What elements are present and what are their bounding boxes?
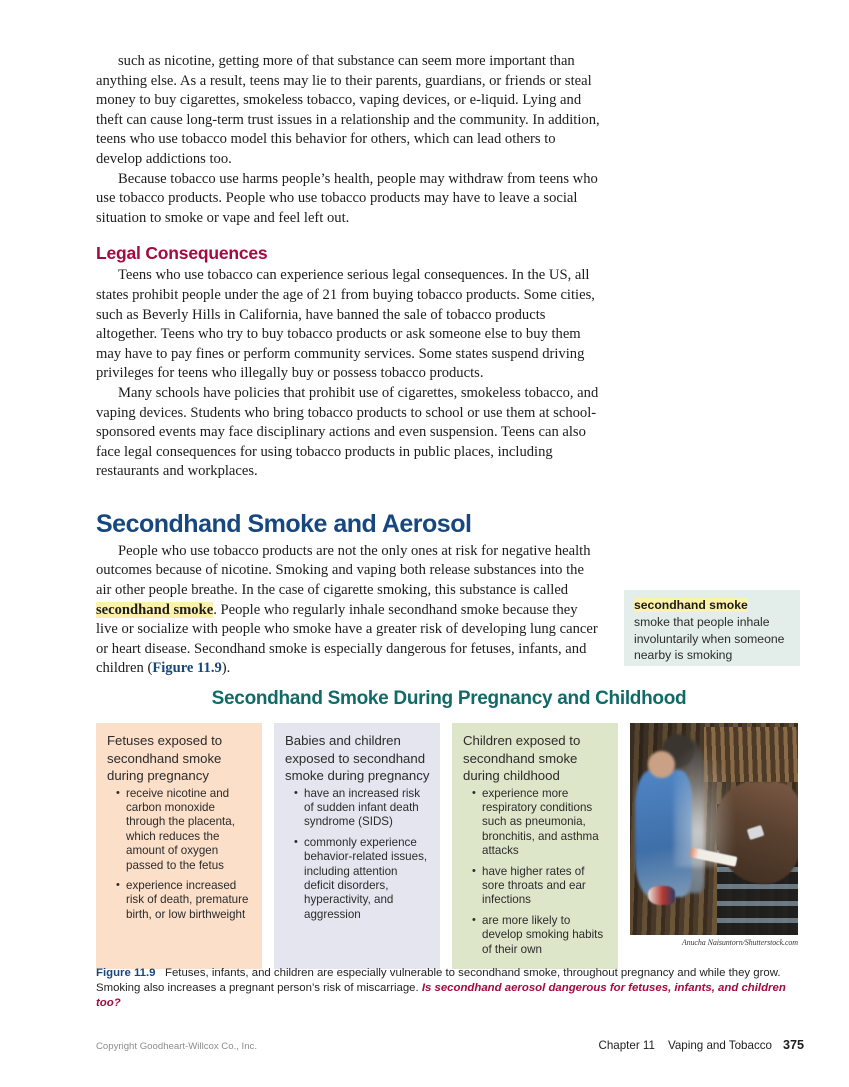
- figure-column-heading: Babies and children exposed to secondhand smoke during pregnancy: [285, 733, 430, 783]
- figure-11-9: [96, 688, 802, 969]
- list-item: • experience increased risk of death, premature birth, or low birthweight: [118, 879, 252, 922]
- figure-column-heading: Fetuses exposed to secondhand smoke during pregnancy: [107, 733, 223, 783]
- definition-term-wrap: [634, 596, 792, 614]
- figure-column-list: [463, 787, 608, 957]
- photo-adult-smoking-near-child: [630, 723, 798, 935]
- photo-child-shoe: [648, 886, 675, 905]
- page-number: 375: [782, 1038, 804, 1052]
- figure-column-heading: Children exposed to secondhand smoke during childhood: [463, 733, 581, 783]
- figure-column-list: [285, 787, 430, 923]
- copyright-notice: Copyright Goodheart-Willcox Co., Inc.: [96, 1041, 258, 1052]
- figure-column-children: [452, 723, 618, 969]
- list-item: • receive nicotine and carbon monoxide through the placenta, which reduces the amount of oxygen passed to the fetus: [118, 787, 252, 873]
- figure-reference-link[interactable]: Figure 11.9: [152, 660, 222, 677]
- footer-running-head: [598, 1038, 804, 1052]
- figure-column-list: [107, 787, 252, 923]
- photo-credit: Anucha Naisuntorn/Shutterstock.com: [681, 938, 798, 947]
- highlighted-term-secondhand-smoke: secondhand smoke: [96, 601, 214, 618]
- main-text-column: [96, 52, 602, 679]
- list-item: • commonly experience behavior-related issues, including attention deficit disorders, hyperactivity, and aggression: [296, 836, 430, 922]
- photo-smoke-plume: [674, 748, 734, 867]
- figure-caption-question: Is secondhand aerosol dangerous for fetuses, infants, and children too?: [96, 982, 786, 1010]
- paragraph-secondhand: [96, 542, 602, 679]
- paragraph-social-withdrawal: Because tobacco use harms people’s health, people may withdraw from teens who use tobacco products. People who use tobacco products may have to leave a social situation to smoke or vape and feel left out.: [96, 170, 598, 226]
- definition-text: smoke that people inhale involuntarily when someone nearby is smoking: [634, 615, 785, 662]
- figure-caption-label: Figure 11.9: [96, 967, 156, 979]
- secondhand-text-part3: ).: [221, 660, 231, 677]
- list-item: • have an increased risk of sudden infant death syndrome (SIDS): [296, 787, 430, 830]
- definition-box-secondhand-smoke: [624, 590, 800, 666]
- paragraph-legal-2: Many schools have policies that prohibit use of cigarettes, smokeless tobacco, and vaping devices. Students who bring tobacco products to school or use them at school-sponsored events may face disciplinary actions and even suspension. Teens can also face legal consequences for using tobacco products in public places, including restaurants and workplaces.: [96, 384, 599, 480]
- list-item: • are more likely to develop smoking habits of their own: [474, 914, 608, 957]
- footer-section-title: Vaping and Tobacco: [667, 1039, 772, 1052]
- figure-column-fetuses: [96, 723, 262, 969]
- figure-photo-column: [630, 723, 798, 969]
- figure-caption-text: Fetuses, infants, and children are especially vulnerable to secondhand smoke, throughout pregnancy and while they grow. Smoking also increases a pregnant person’s risk of miscarriage.: [96, 967, 781, 995]
- definition-term: secondhand smoke: [634, 598, 748, 612]
- secondhand-text-part2: . People who regularly inhale secondhand smoke because they live or socialize with people who smoke have a greater risk of developing lung cancer or heart disease. Secondhand smoke is especially dangerous for fetuses, infants, and children (: [96, 601, 598, 677]
- figure-columns-row: [96, 723, 802, 969]
- paragraph-legal-1: Teens who use tobacco can experience serious legal consequences. In the US, all states prohibit people under the age of 21 from buying tobacco products. Some cities, such as Beverly Hills in California, have banned the sale of tobacco products altogether. Teens who try to buy tobacco products or ask someone else to buy them may have to pay fines or perform community services. Some states suspend driving privileges for teens who illegally buy or possess tobacco products.: [96, 267, 595, 382]
- figure-column-babies: [274, 723, 440, 969]
- list-item: • experience more respiratory conditions such as pneumonia, bronchitis, and asthma attacks: [474, 787, 608, 859]
- page-footer: [96, 1038, 804, 1052]
- secondhand-text-part1: People who use tobacco products are not the only ones at risk for negative health outcomes because of nicotine. Smoking and vaping both release substances into the air other people breathe. In the case of cigarette smoking, this substance is called: [96, 542, 591, 599]
- figure-title: Secondhand Smoke During Pregnancy and Childhood: [211, 688, 687, 709]
- heading-secondhand-smoke-and-aerosol: Secondhand Smoke and Aerosol: [96, 509, 472, 538]
- heading-legal-consequences: Legal Consequences: [96, 243, 268, 264]
- footer-chapter: Chapter 11: [598, 1039, 655, 1052]
- figure-caption: [96, 966, 804, 1012]
- paragraph-continued: such as nicotine, getting more of that substance can seem more important than anything else. As a result, teens may lie to their parents, guardians, or friends or steal money to buy cigarettes, smokeless tobacco, vaping devices, or e-liquid. Lying and theft can cause long-term trust issues in a relationship and the community. In addition, teens who use tobacco model this behavior for others, which can lead others to develop addictions too.: [96, 53, 600, 167]
- list-item: • have higher rates of sore throats and ear infections: [474, 865, 608, 908]
